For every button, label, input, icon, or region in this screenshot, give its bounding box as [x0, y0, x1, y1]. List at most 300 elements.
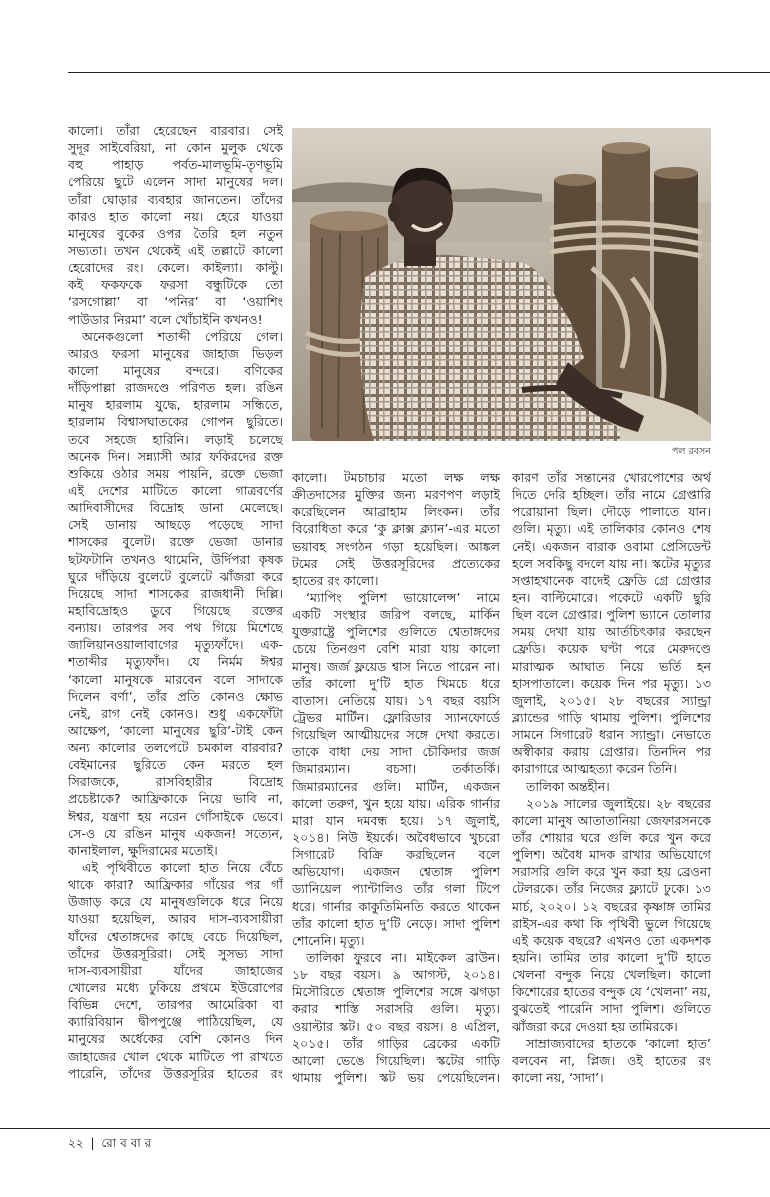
word: করেছিলেন: [292, 504, 346, 520]
word: নিয়ে: [259, 894, 283, 910]
word: জেফারসনকে: [645, 812, 711, 828]
word: সবকিছু: [537, 555, 573, 571]
word: প্রচেষ্টাকে?: [68, 791, 121, 807]
word: সন্তানের: [575, 470, 616, 485]
word: তো: [646, 932, 665, 948]
word: ১৩: [694, 675, 711, 691]
word: করছেন: [675, 624, 711, 640]
article-column-left: [68, 122, 283, 1082]
text-line: [68, 1048, 283, 1065]
word: দমবন্ধ: [356, 812, 388, 828]
word: না: [165, 140, 177, 156]
word: এই: [82, 860, 99, 876]
word: রং: [270, 1065, 283, 1081]
text-line: [68, 328, 283, 345]
word: কারা?: [104, 877, 134, 893]
word: যুক্তরাষ্ট্রে: [292, 624, 335, 640]
text-line: [68, 825, 283, 842]
word: অবৈধভাবে: [406, 829, 462, 845]
text-line: [512, 709, 711, 726]
word: খোলের: [68, 980, 107, 996]
page-number: ২২: [68, 1136, 84, 1150]
word: চৌকিদার: [422, 744, 468, 760]
word: রাসবিহারীর: [155, 774, 213, 790]
word: দিল্লি।: [255, 585, 283, 601]
word: ফরসা: [160, 277, 188, 293]
word: কয়েক: [533, 932, 564, 948]
word: না।: [631, 555, 648, 571]
paragraph: [68, 859, 283, 1082]
word: জিমারম্যানের: [292, 778, 358, 794]
word: ফ্ল্যাটে: [629, 881, 659, 897]
paragraph: [292, 589, 500, 949]
word: ঝগড়া: [469, 984, 500, 1000]
word: থাকে: [68, 877, 94, 893]
word: জালিয়ানওয়ালাবাগের: [68, 637, 178, 653]
text-line: [68, 979, 283, 996]
word: কৃষ্ণাঙ্গ: [643, 898, 675, 914]
word: গুলি।: [372, 778, 402, 794]
text-line: [512, 743, 711, 760]
text-line: [68, 962, 283, 979]
paragraph: [68, 122, 283, 328]
word: নামে: [476, 589, 500, 605]
word: ডুবে: [150, 602, 172, 618]
word: মিশেছে: [247, 620, 283, 636]
word: দিন: [265, 1031, 283, 1047]
word: প্রতি: [177, 688, 200, 704]
text-line: [68, 773, 283, 790]
text-line: [68, 533, 283, 550]
word: রং: [698, 1052, 711, 1068]
word: পড়েছে: [208, 517, 244, 533]
word: যায়: [441, 641, 460, 657]
word: ২৮: [655, 795, 673, 811]
word: হন।: [512, 589, 531, 605]
paragraph: [512, 1035, 711, 1086]
word: বুলেটে: [178, 568, 213, 584]
word: মুক্তির: [354, 487, 385, 503]
word: কয়েক: [580, 675, 611, 691]
word: তারপর: [112, 620, 148, 636]
word: বিরোধিতা: [292, 521, 342, 537]
word: ঘরে: [580, 829, 601, 845]
word: বছরে?: [568, 932, 602, 948]
word: মৃত্যু।: [546, 521, 572, 537]
word: দেখা: [544, 624, 568, 640]
word: গাঁয়ের: [203, 877, 235, 893]
text-line: [512, 606, 711, 623]
word: দিন।: [107, 448, 130, 464]
word: সঙ্গে: [406, 727, 429, 743]
word: কথা: [563, 915, 585, 931]
word: হেরেছেন: [153, 123, 197, 138]
text-line: [292, 983, 500, 1000]
word: ২০১৯: [526, 795, 559, 811]
word: ক্লাক্স: [391, 521, 415, 537]
word: শাসকের: [148, 585, 189, 601]
word: হারলাম: [193, 397, 231, 413]
word: তামির: [680, 898, 711, 914]
word: শ্বেতাঙ্গ: [418, 864, 453, 880]
text-line: [292, 503, 500, 520]
text-line: কালো নয়, ‘সাদা’।: [512, 1069, 604, 1085]
text-line: [68, 1030, 283, 1047]
word: এই: [577, 521, 594, 537]
word: নির্মম: [217, 654, 243, 670]
word: ছুরিতে: [133, 757, 167, 773]
word: ভায়োলেন্স’: [403, 589, 461, 605]
word: ছিল: [512, 607, 533, 623]
word: হাত: [199, 860, 219, 876]
word: আফ্রিকাকে: [131, 791, 188, 807]
word: রক্তে: [221, 465, 246, 481]
text-line: [292, 846, 500, 863]
word: শাস্তি: [335, 1001, 359, 1017]
text-line: [68, 602, 283, 619]
word: দৌড়ে: [601, 504, 631, 520]
text-line: [68, 225, 283, 242]
word: মহাবিদ্রোহও: [68, 602, 129, 618]
word: পুলিশ: [358, 589, 387, 605]
text-line: [512, 829, 711, 846]
word: জাহাজের: [68, 1048, 117, 1064]
word: অভিযোগ।: [292, 864, 345, 880]
word: করে: [690, 829, 711, 845]
paragraph: [292, 949, 500, 1086]
word: বেঁচে: [259, 860, 283, 876]
text-line: [68, 585, 283, 602]
word: শ্বেতাঙ্গ: [351, 984, 386, 1000]
word: মার্টিন।: [335, 709, 369, 725]
word: আমেরিকা: [207, 997, 258, 1013]
word: নেই,: [68, 705, 92, 721]
word: হয়: [657, 864, 672, 880]
word: ফ্রেডি: [617, 572, 647, 588]
word: গোপন: [200, 414, 234, 430]
article-column-middle: [292, 469, 500, 1086]
word: পর: [641, 675, 658, 691]
word: সেই: [334, 555, 355, 571]
word: তখন: [114, 242, 140, 258]
text-line: [292, 829, 500, 846]
word: কোনও: [216, 1031, 251, 1047]
text-line: [68, 893, 283, 910]
text-line: [512, 658, 711, 675]
word: পারেনি: [557, 1001, 593, 1017]
text-line: [292, 966, 500, 983]
text-line: [68, 208, 283, 225]
word: ঘণ্টা: [600, 641, 622, 657]
word: ক্ল্যান’-এর: [420, 521, 470, 537]
word: ঘোড়ার: [101, 191, 138, 207]
word: খুচরো: [469, 829, 500, 845]
word: কালো: [325, 675, 356, 691]
word: যায়: [609, 555, 628, 571]
word: একজন: [463, 778, 500, 794]
word: মানুষকে: [114, 671, 153, 687]
word: বচসা।: [386, 761, 417, 777]
word: তাঁর: [343, 1035, 364, 1051]
word: তাঁরা: [116, 123, 140, 138]
word: গিয়ে: [212, 620, 237, 636]
word: ভেজা: [208, 534, 238, 550]
text-line: [68, 516, 283, 533]
word: ফুরবে: [353, 949, 382, 965]
word: ‘রসগোল্লা’: [68, 294, 121, 310]
word: পেরিয়ে: [204, 328, 242, 344]
word: জুলাইয়ে।: [602, 795, 651, 811]
word: তাঁর: [292, 675, 312, 691]
word: মৃত্যু।: [663, 675, 689, 691]
word: হয়ে: [384, 795, 404, 811]
word: মানুষ: [547, 812, 573, 828]
word: সাদা: [443, 915, 466, 931]
word: স্কট: [379, 1069, 396, 1085]
text-line: [512, 555, 711, 572]
word: জিমারম্যান।: [292, 761, 351, 777]
word: অনেক: [68, 448, 101, 464]
word: জর্জ: [477, 744, 500, 760]
word: কালো: [469, 641, 500, 657]
word: দাস-ব্যবসায়ীরা: [68, 962, 142, 978]
word: বাদেই: [581, 572, 610, 588]
text-line: [512, 640, 711, 657]
text-line: [512, 572, 711, 589]
word: আব্রাহাম: [362, 504, 407, 520]
text-line: [292, 469, 500, 486]
text-line: [68, 259, 283, 276]
word: আঘাত: [569, 658, 605, 674]
word: কোনও: [210, 688, 245, 704]
word: বলবেন: [512, 1052, 548, 1068]
text-line: [292, 709, 500, 726]
word: কালো: [680, 967, 711, 983]
text-line: [68, 859, 283, 876]
word: সংস্থার: [334, 607, 367, 623]
word: নিয়ে: [620, 658, 644, 674]
text-line: কানাইলাল, ক্ষুদিরামের মতোই।: [68, 842, 218, 858]
word: হল।: [225, 380, 246, 396]
word: ‘ওয়াশিং: [242, 294, 283, 310]
word: খোল: [122, 1048, 149, 1064]
text-line: [292, 623, 500, 640]
word: করতে: [430, 898, 461, 914]
text-line: [68, 653, 283, 670]
word: কেন: [183, 757, 205, 773]
word: ব্রেকের: [422, 1035, 458, 1051]
word: যে: [139, 894, 152, 910]
word: ভ্যানে: [639, 607, 669, 623]
word: হল: [230, 225, 247, 241]
word: সপ্তাহখানেক: [512, 572, 574, 588]
word: থাকেন: [467, 898, 500, 914]
word: সময়: [512, 624, 535, 640]
word: কৃষক: [258, 551, 283, 567]
word: ফ্লয়েড: [354, 658, 387, 674]
word: ৫০: [366, 1018, 383, 1034]
word: তাঁদের: [251, 191, 283, 207]
word: ‘কালো: [68, 671, 103, 687]
word: ধরে: [481, 675, 500, 691]
word: পুলিশ।: [333, 1069, 368, 1085]
text-line: [68, 276, 283, 293]
word: সাদা: [114, 585, 138, 601]
word: মার্টিন,: [415, 778, 449, 794]
text-line: [512, 503, 711, 520]
word: এখনও: [606, 932, 642, 948]
word: পৃথিবী: [608, 915, 639, 931]
word: ক্ষোভ: [254, 688, 283, 704]
word: বেশি: [376, 641, 400, 657]
word: সরাসরি: [512, 864, 550, 880]
word: এপ্রিল,: [464, 1018, 500, 1034]
text-line: [68, 156, 283, 173]
word: না।: [391, 949, 407, 965]
word: থেকে: [155, 1048, 183, 1064]
word: কেন: [261, 722, 283, 738]
word: বিশ্বাসঘাতকের: [117, 414, 189, 430]
word: সিগারেট: [292, 847, 335, 863]
word: সংগঠন: [336, 538, 373, 554]
word: গ্রেপ্তার।: [598, 744, 639, 760]
word: কারও: [68, 208, 97, 224]
word: বন্দুক: [555, 967, 581, 983]
word: মানুষের: [123, 362, 161, 378]
text-line: [68, 122, 283, 139]
page-footer: [68, 1135, 154, 1155]
post-top: [654, 167, 698, 179]
word: কালো: [292, 795, 323, 811]
word: কারণ: [512, 470, 539, 485]
word: ‘ম্যাপিং: [306, 589, 342, 605]
word: দিলেন: [68, 688, 100, 704]
word: ভর্তি: [659, 658, 682, 674]
text-line: [292, 692, 500, 709]
word: হাত’: [687, 1035, 711, 1051]
word: শ্বেতাঙ্গদের: [106, 928, 159, 944]
word: সেই: [263, 123, 283, 138]
word: হলে: [512, 555, 533, 571]
word: বুঝতেই: [512, 1001, 550, 1017]
word: মানুষের: [152, 345, 190, 361]
word: ভিড়ল: [251, 345, 283, 361]
text-line: ঝাঁজরা করে দেওয়া হয় তামিরকে।: [512, 1018, 678, 1034]
word: স্যানফোর্ডে: [445, 709, 500, 725]
word: বলে: [213, 671, 236, 687]
word: সাদাকে: [247, 671, 283, 687]
text-line: [512, 1052, 711, 1069]
word: সেই: [185, 945, 205, 961]
word: প্রথমে: [191, 980, 221, 996]
word: সুদূর: [68, 140, 90, 156]
word: মানুষ।: [292, 658, 322, 674]
word: বছরের: [677, 795, 711, 811]
word: ‘কালো: [644, 1035, 679, 1051]
word: লড়াই: [204, 431, 234, 447]
text-line: [68, 293, 283, 310]
word: কালো: [68, 362, 99, 378]
word: দেশের: [97, 482, 129, 498]
word: পাঠিয়েছিল,: [196, 1014, 256, 1030]
word: গাত্রবর্ণের: [235, 482, 283, 498]
word: মাদক: [589, 847, 616, 863]
word: বেশি: [178, 1031, 202, 1047]
word: কালো: [512, 812, 543, 828]
word: একটি: [471, 1035, 500, 1051]
word: মেলেছে।: [239, 500, 283, 516]
word: টিপে: [476, 881, 500, 897]
word: খিমচে: [437, 675, 468, 691]
word: অর্ধেকের: [119, 1031, 164, 1047]
text-line: [512, 795, 711, 812]
word: ঈশ্বর,: [68, 808, 95, 824]
text-line: [68, 928, 283, 945]
word: ডানায়: [105, 517, 137, 533]
paragraph: [292, 469, 500, 589]
text-line: [68, 722, 283, 739]
word: বছরের: [604, 898, 638, 914]
word: গিয়েছিল: [292, 727, 337, 743]
word: ১৭: [417, 692, 434, 708]
bottom-rule: [0, 1128, 770, 1129]
word: ডানার: [252, 534, 283, 550]
word: মধ্যে: [116, 980, 139, 996]
text-line: [68, 191, 283, 208]
word: যাঁদের: [173, 962, 204, 978]
word: রাগ: [101, 705, 120, 721]
word: পুলিশ: [471, 864, 500, 880]
word: এই: [68, 482, 85, 498]
word: একজন: [542, 538, 580, 554]
post-top: [310, 211, 388, 231]
word: ভেবে।: [252, 808, 283, 824]
word: থামায়: [292, 1069, 322, 1085]
word: বা: [272, 997, 283, 1013]
word: যে: [629, 984, 642, 1000]
text-line: [292, 812, 500, 829]
word: এই: [512, 932, 529, 948]
word: ভুলে: [644, 915, 669, 931]
word: বিভিন্ন: [68, 997, 99, 1013]
word: হয়েছিল,: [111, 911, 156, 927]
text-line: হাতের রং কালো।: [292, 572, 379, 588]
word: ঘুরে: [68, 568, 88, 584]
word: তবে: [68, 431, 90, 447]
word: গাড়ির: [377, 1035, 409, 1051]
word: একটি: [653, 589, 683, 605]
word: জাহাজ: [202, 345, 239, 361]
word: গুলি: [555, 864, 580, 880]
word: শোয়ার: [539, 829, 574, 845]
word: আফ্রিকার: [144, 877, 193, 893]
word: করছিলেন: [406, 847, 455, 863]
text-line: [512, 863, 711, 880]
word: ছিল।: [567, 504, 593, 520]
word: ‘কালো: [119, 722, 154, 738]
word: পুলিশ: [606, 607, 636, 623]
word: কালোর: [98, 740, 136, 756]
word: সময়: [146, 465, 170, 481]
word: বর্ণা’,: [110, 688, 137, 704]
word: সহজে: [105, 431, 137, 447]
post-top: [554, 174, 596, 186]
word: তাঁদের: [119, 1065, 151, 1081]
word: সামনে: [512, 727, 544, 743]
word: যাওয়া: [251, 208, 283, 224]
word: গিয়েছিল।: [375, 1052, 426, 1068]
word: দেয়: [360, 744, 380, 760]
